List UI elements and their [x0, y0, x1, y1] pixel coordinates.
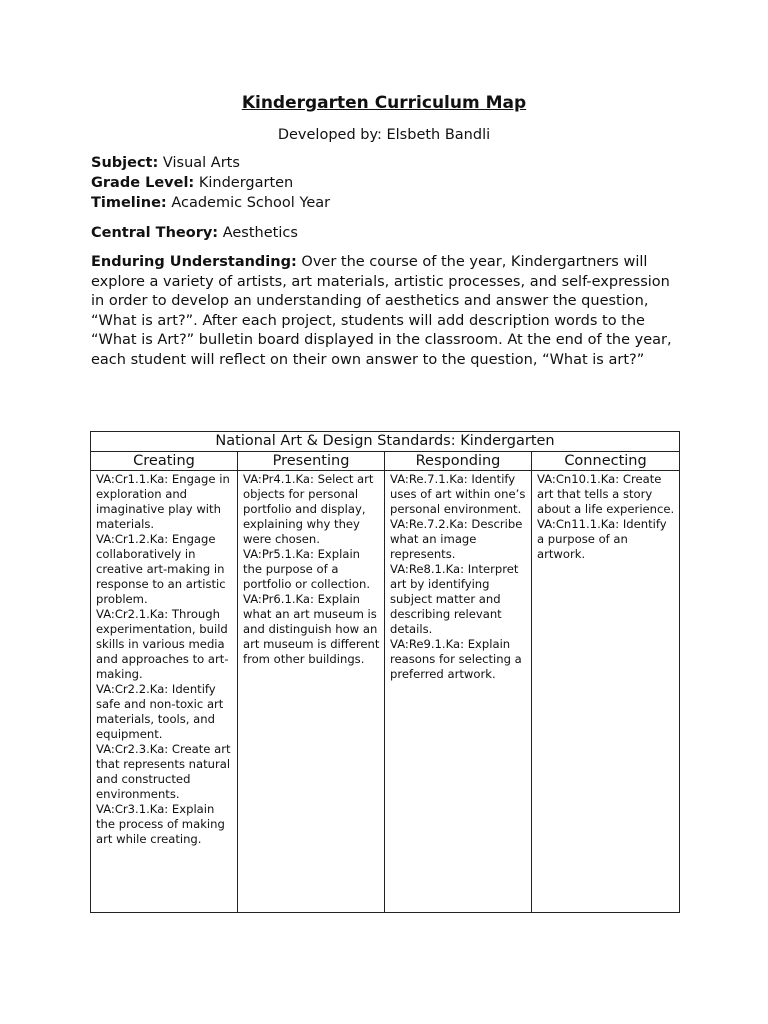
standard-item: VA:Re.7.2.Ka: Describe what an image represents.: [390, 517, 523, 561]
meta-subject: [91, 153, 691, 173]
connecting-cell: [532, 471, 680, 913]
author-line: Developed by: Elsbeth Bandli: [277, 127, 491, 143]
column-header-responding: Responding: [385, 452, 532, 471]
standard-item: VA:Cn11.1.Ka: Identify a purpose of an artwork.: [537, 517, 667, 561]
standard-item: VA:Re.7.1.Ka: Identify uses of art within one’s personal environment.: [390, 472, 526, 516]
meta-timeline: [91, 193, 691, 213]
standards-table: [90, 431, 680, 913]
document-title: Kindergarten Curriculum Map: [241, 93, 527, 113]
standard-item: VA:Cr2.2.Ka: Identify safe and non-toxic art materials, tools, and equipment.: [96, 682, 224, 741]
meta-block: [91, 153, 691, 213]
standard-item: VA:Re8.1.Ka: Interpret art by identifying subject matter and describing relevant details.: [390, 562, 519, 636]
meta-label: Subject:: [91, 155, 159, 171]
meta-label: Grade Level:: [91, 175, 195, 191]
meta-value: Visual Arts: [162, 155, 240, 171]
standard-item: VA:Pr5.1.Ka: Explain the purpose of a portfolio or collection.: [243, 547, 371, 591]
central-theory-value: Aesthetics: [222, 225, 298, 241]
standard-item: VA:Pr6.1.Ka: Explain what an art museum is and distinguish how an art museum is different from other buildings.: [243, 592, 380, 666]
table-row: [91, 471, 680, 913]
standard-item: VA:Re9.1.Ka: Explain reasons for selecting a preferred artwork.: [390, 637, 522, 681]
standard-item: VA:Cr1.1.Ka: Engage in exploration and imaginative play with materials.: [96, 472, 230, 531]
standard-item: VA:Cr2.3.Ka: Create art that represents natural and constructed environments.: [96, 742, 231, 801]
standard-item: VA:Cr1.2.Ka: Engage collaboratively in creative art-making in response to an artistic problem.: [96, 532, 226, 606]
presenting-cell: [238, 471, 385, 913]
meta-label: Timeline:: [91, 195, 167, 211]
table-title-row: [91, 432, 680, 452]
meta-grade-level: [91, 173, 691, 193]
column-header-creating: Creating: [91, 452, 238, 471]
standard-item: VA:Pr4.1.Ka: Select art objects for personal portfolio and display, explaining why they were chosen.: [243, 472, 374, 546]
column-header-presenting: Presenting: [238, 452, 385, 471]
standard-item: VA:Cr3.1.Ka: Explain the process of making art while creating.: [96, 802, 225, 846]
enduring-understanding: [91, 253, 686, 370]
central-theory-label: Central Theory:: [91, 225, 219, 241]
table-title: National Art & Design Standards: Kindergarten: [91, 432, 680, 452]
standard-item: VA:Cr2.1.Ka: Through experimentation, build skills in various media and approaches to art-making.: [96, 607, 229, 681]
meta-value: Academic School Year: [171, 195, 331, 211]
creating-cell: [91, 471, 238, 913]
responding-cell: [385, 471, 532, 913]
meta-value: Kindergarten: [198, 175, 294, 191]
enduring-understanding-label: Enduring Understanding:: [91, 254, 297, 270]
enduring-understanding-text: Over the course of the year, Kindergartners will explore a variety of artists, art materials, artistic processes, and self-expression in order to develop an understanding of aesthetics and answer the question, “What is art?”. After each project, students will add description words to the “What is Art?” bulletin board displayed in the classroom. At the end of the year, each student will reflect on their own answer to the question, “What is art?”: [91, 254, 672, 368]
table-header-row: [91, 452, 680, 471]
central-theory: [91, 223, 691, 243]
column-header-connecting: Connecting: [532, 452, 680, 471]
standard-item: VA:Cn10.1.Ka: Create art that tells a story about a life experience.: [537, 472, 675, 516]
